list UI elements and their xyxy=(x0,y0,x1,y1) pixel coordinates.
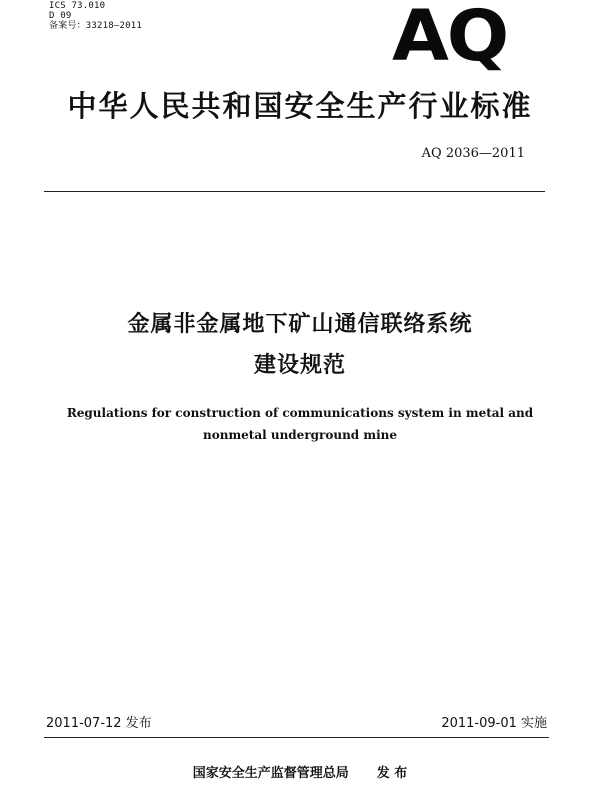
title-chinese-line-1: 金属非金属地下矿山通信联络系统 xyxy=(127,312,473,337)
standard-code: AQ 2036—2011 xyxy=(421,146,525,161)
standard-logo: AQ xyxy=(392,0,508,77)
ics-code: ICS 73.010 xyxy=(49,1,106,11)
title-english-line-2: nonmetal underground mine xyxy=(203,428,397,442)
standard-category-title: 中华人民共和国安全生产行业标准 xyxy=(67,89,533,123)
issuer-action: 发 布 xyxy=(376,766,408,781)
bottom-divider xyxy=(44,737,549,738)
implementation-date: 2011-09-01 实施 xyxy=(441,716,547,731)
title-english-line-1: Regulations for construction of communications system in metal and xyxy=(66,406,534,420)
top-divider xyxy=(44,191,545,192)
issuer-line xyxy=(0,765,600,783)
issuer-name: 国家安全生产监督管理总局 xyxy=(192,766,349,781)
issue-date: 2011-07-12 发布 xyxy=(46,716,152,731)
filing-number: 备案号：33218—2011 xyxy=(49,21,142,31)
ccs-code: D 09 xyxy=(49,11,72,21)
title-chinese-line-2: 建设规范 xyxy=(253,353,346,378)
